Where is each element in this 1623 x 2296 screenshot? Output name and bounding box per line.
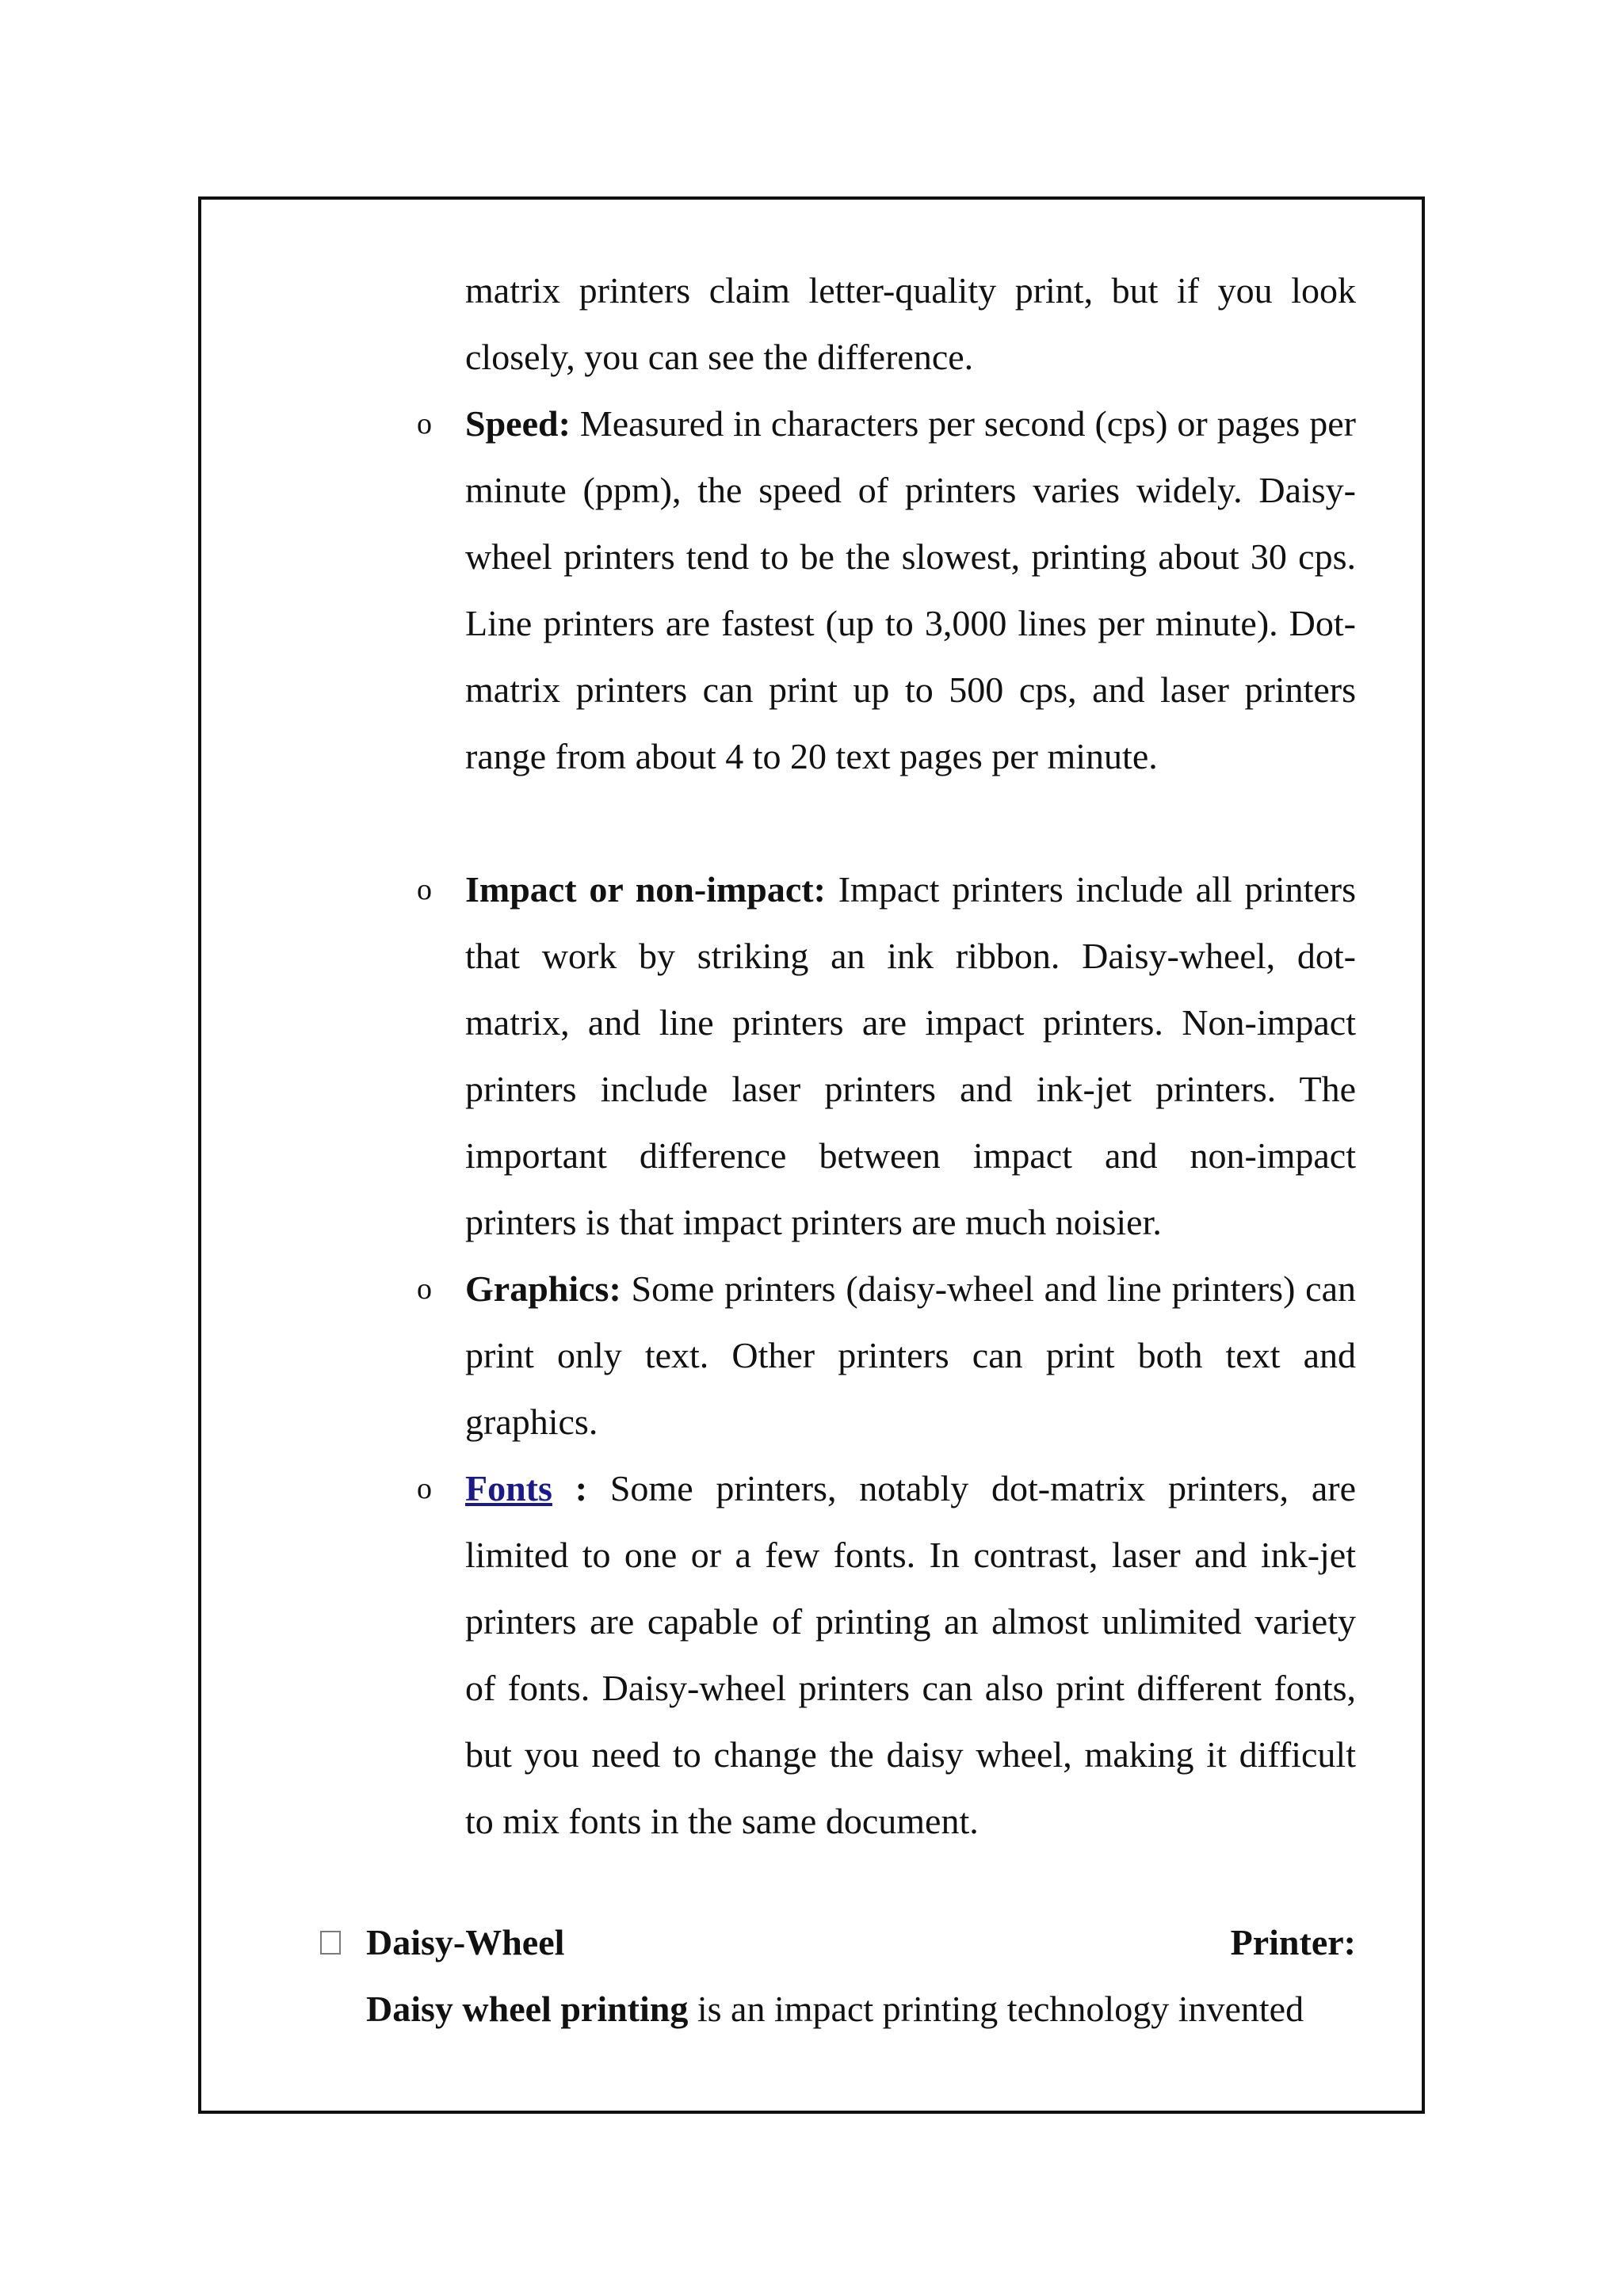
term-impact: Impact or non-impact: [465,869,826,910]
list-item-impact [465,856,1356,1256]
list-item-fonts [465,1455,1356,1855]
bullet-o-icon: o [417,1472,432,1505]
fonts-colon: : [552,1468,588,1508]
section-lead [366,1976,1356,2042]
term-speed: Speed: [465,403,571,444]
fonts-link[interactable]: Fonts [465,1468,552,1508]
fonts-text: Some printers, notably dot-matrix printers, are limited to one or a few fonts. In contrast, laser and ink-jet printers are capable of printing an almost unlimited variety of fonts. Daisy-wheel printers can also print different fonts, but you need to change the daisy wheel, making it difficult to mix fonts in the same document. [465,1468,1356,1841]
continuation-text: matrix printers claim letter-quality print, but if you look closely, you can see the difference. [465,270,1356,377]
list-item-speed [465,391,1356,790]
continuation-paragraph [465,257,1356,391]
bullet-o-icon: o [417,407,432,441]
impact-text: Impact printers include all printers that work by striking an ink ribbon. Daisy-wheel, dot-matrix, and line printers are impact printers. Non-impact printers include laser printers and ink-jet printers. The important difference between impact and non-impact printers is that impact printers are much noisier. [465,869,1357,1242]
term-graphics: Graphics: [465,1268,621,1309]
bullet-o-icon: o [417,873,432,906]
bullet-o-icon: o [417,1272,432,1306]
lead-bold: Daisy wheel printing [366,1989,689,2029]
heading-right: Printer: [1230,1922,1356,1962]
speed-text: Measured in characters per second (cps) or pages per minute (ppm), the speed of printers varies widely. Daisy-wheel printers tend to be the slowest, printing about 30 cps. Line printers are fastest (up to 3,000 lines per minute). Dot-matrix printers can print up to 500 cps, and laser printers range from about 4 to 20 text pages per minute. [465,403,1356,776]
section-heading [366,1909,1356,1976]
checkbox-bullet-icon [320,1931,341,1955]
list-item-graphics [465,1256,1356,1455]
graphics-text: Some printers (daisy-wheel and line printers) can print only text. Other printers can print both text and graphics. [465,1268,1356,1442]
heading-left: Daisy-Wheel [366,1922,565,1962]
lead-text: is an impact printing technology invented [688,1989,1304,2029]
